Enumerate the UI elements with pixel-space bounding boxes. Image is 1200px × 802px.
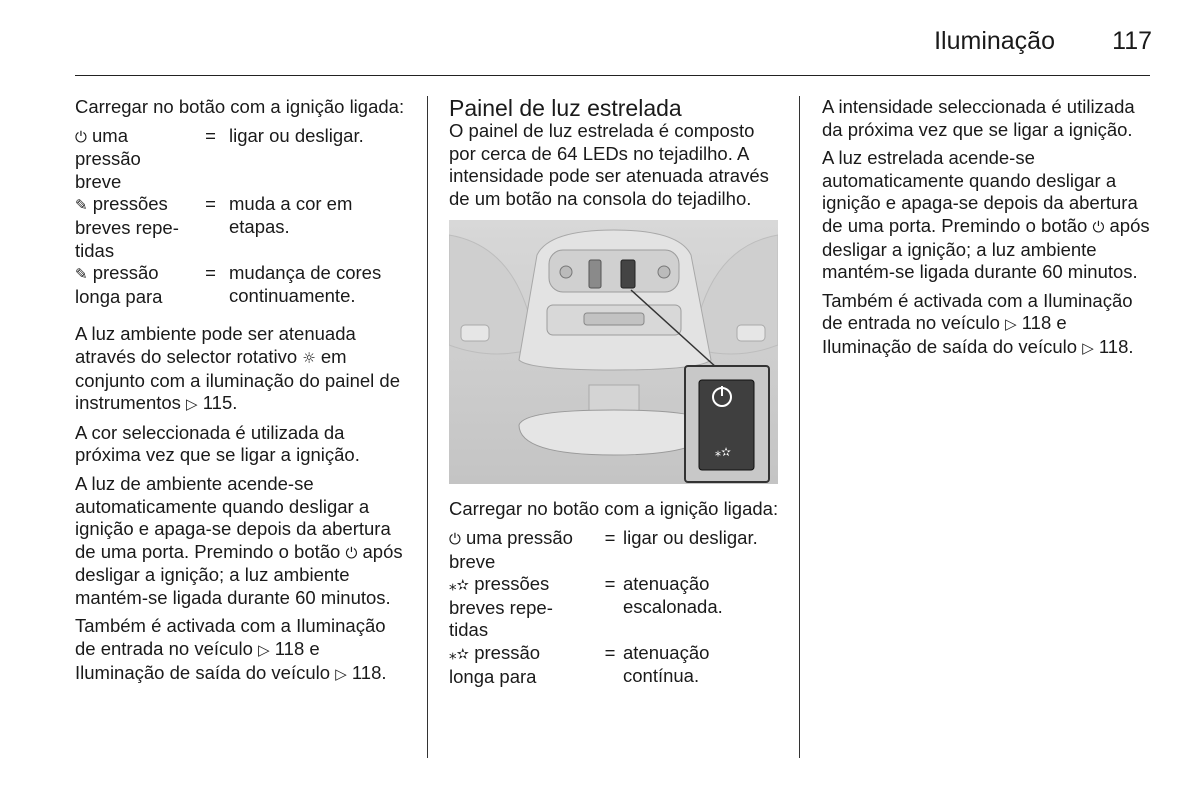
table-row (449, 573, 781, 642)
table-row (75, 125, 407, 194)
row-desc: atenuação escalonada. (623, 573, 723, 617)
table-row (75, 262, 407, 308)
paragraph-color: A cor seleccionada é utilizada da próxima vez que se ligar a ignição. (75, 421, 360, 466)
star-icon: ⁎✫ (449, 576, 470, 595)
paragraph-dimming: A luz ambiente pode ser atenuada através do selector rotativo ☼ em conjunto com a iluminação do painel de instrumentos ▷ 115. (75, 323, 400, 414)
row-desc: ligar ou desligar. (623, 526, 758, 548)
svg-text:⁎✫: ⁎✫ (715, 445, 732, 460)
console-illustration (449, 220, 778, 484)
section-heading: Painel de luz estrelada (449, 95, 682, 121)
reference-arrow-icon: ▷ (1082, 338, 1094, 357)
reference-arrow-icon: ▷ (335, 664, 347, 683)
row-label: pressão longa para (75, 262, 163, 307)
column-divider-1 (427, 96, 428, 758)
table-row (449, 642, 781, 688)
table-row (75, 193, 407, 262)
power-icon: ⏻ (449, 529, 461, 548)
row-desc: mudança de cores continuamente. (229, 262, 382, 306)
row-desc: atenuação contínua. (623, 641, 710, 686)
row-eq: = (205, 124, 216, 146)
intro-text: O painel de luz estrelada é composto por cerca de 64 LEDs no tejadilho. A intensidade pode ser atenuada através de um botão na consola do tejadilho. (449, 120, 769, 209)
button-function-table (449, 527, 781, 688)
row-eq: = (205, 262, 216, 284)
overhead-console-image (449, 220, 778, 484)
reference-arrow-icon: ▷ (258, 641, 270, 660)
button-function-table (75, 125, 407, 309)
row-eq: = (604, 641, 616, 663)
row-eq: = (604, 573, 616, 595)
table-row (449, 527, 781, 573)
section-title: Iluminação (934, 27, 1055, 55)
page-reference: 118. (1098, 335, 1134, 357)
star-icon: ⁎✫ (449, 644, 470, 663)
row-label: uma pressão breve (449, 526, 573, 572)
paragraph-entry: Também é activada com a Iluminação de entrada no veículo ▷ 118 e Iluminação de saída do veículo ▷ 118. (822, 289, 1134, 357)
power-icon: ⏻ (345, 543, 358, 562)
row-label: pressão longa para (449, 641, 541, 687)
row-label: pressões breves repe-tidas (75, 193, 179, 261)
row-desc: ligar ou desligar. (229, 124, 364, 146)
paragraph-entry: Também é activada com a Iluminação de entrada no veículo ▷ 118 e Iluminação de saída do veículo ▷ 118. (75, 615, 387, 683)
page-reference: 115. (202, 392, 238, 414)
reference-arrow-icon: ▷ (186, 395, 198, 414)
header-rule (75, 75, 1150, 76)
dimmer-icon: ☼ (302, 348, 316, 367)
row-desc: muda a cor em etapas. (229, 193, 353, 237)
column-1 (75, 96, 407, 691)
power-icon: ⏻ (75, 127, 87, 146)
power-icon: ⏻ (1092, 217, 1105, 236)
page-reference: 118. (351, 661, 387, 683)
column-2 (449, 96, 781, 703)
pen-icon: ✎ (75, 265, 88, 284)
page-number: 117 (1112, 27, 1152, 55)
row-label: uma pressão breve (75, 124, 141, 192)
row-eq: = (604, 526, 616, 548)
row-eq: = (205, 193, 216, 215)
paragraph-intensity: A intensidade seleccionada é utilizada da próxima vez que se ligar a ignição. (822, 96, 1135, 140)
row-label: pressões breves repe-tidas (449, 573, 553, 641)
pen-icon: ✎ (75, 196, 88, 215)
reference-arrow-icon: ▷ (1005, 315, 1017, 334)
paragraph-auto: A luz estrelada acende-se automaticamente quando desligar a ignição e apaga-se depois da abertura de uma porta. Premindo o botão ⏻ após desligar a ignição; a luz ambiente mantém-se ligada durante 60 minutos. (822, 147, 1150, 283)
intro-text: Carregar no botão com a ignição ligada: (75, 96, 405, 117)
column-3 (822, 96, 1152, 366)
after-figure-text: Carregar no botão com a ignição ligada: (449, 498, 779, 520)
column-divider-2 (799, 96, 800, 758)
paragraph-auto: A luz de ambiente acende-se automaticamente quando desligar a ignição e apaga-se depois da abertura de uma porta. Premindo o botão ⏻ após desligar a ignição; a luz ambiente mantém-se ligada durante 60 minutos. (75, 472, 403, 608)
